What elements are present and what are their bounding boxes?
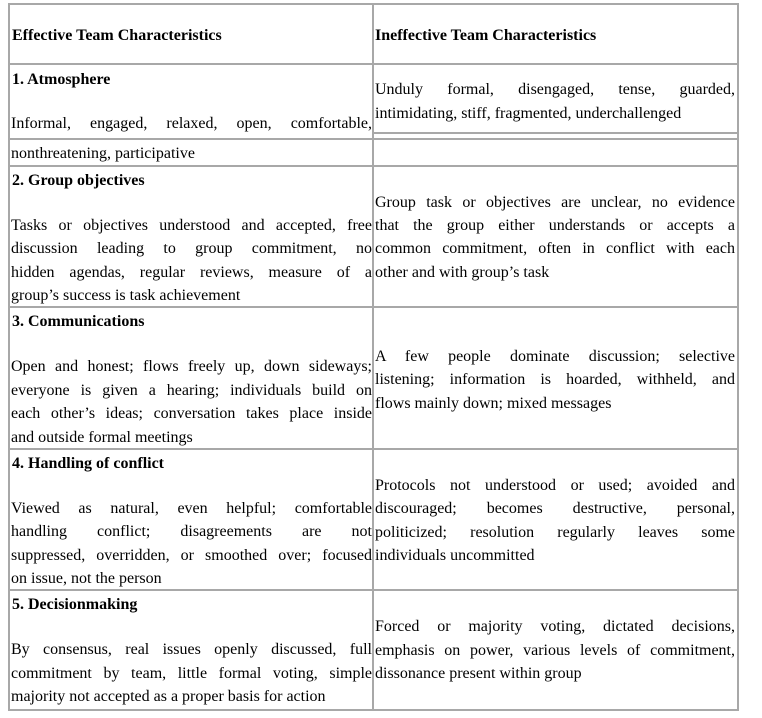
effective-text-line: and outside formal meetings (11, 429, 193, 446)
row-title-atmosphere: 1. Atmosphere (12, 71, 111, 88)
row-separator (372, 132, 739, 134)
ineffective-text-line: emphasis on power, various levels of commitment, (375, 642, 735, 659)
effective-text-line: discussion leading to group commitment, no (11, 240, 372, 257)
ineffective-text-line: Unduly formal, disengaged, tense, guarded, (375, 81, 735, 98)
effective-text-line: group’s success is task achievement (11, 287, 241, 304)
ineffective-text-line: intimidating, stiff, fragmented, underchallenged (375, 105, 682, 122)
effective-text-line: on issue, not the person (11, 570, 162, 587)
effective-text-line: Viewed as natural, even helpful; comfortable (11, 500, 372, 517)
effective-text-line: Tasks or objectives understood and accepted, free (11, 217, 372, 234)
effective-text-line: each other’s ideas; conversation takes place inside (11, 405, 372, 422)
ineffective-text-line: Protocols not understood or used; avoided and (375, 477, 735, 494)
effective-text-line: By consensus, real issues openly discussed, full (11, 641, 372, 658)
effective-text-line: Informal, engaged, relaxed, open, comfortable, (11, 115, 372, 132)
ineffective-text-line: other and with group’s task (375, 264, 550, 281)
effective-text-line: commitment by team, little formal voting, simple (11, 665, 372, 682)
ineffective-text-line: listening; information is hoarded, withheld, and (375, 371, 735, 388)
ineffective-text-line: Forced or majority voting, dictated decisions, (375, 618, 735, 635)
row-separator (8, 138, 739, 140)
effective-text-line: hidden agendas, regular reviews, measure of a (11, 264, 372, 281)
ineffective-text-line: individuals uncommitted (375, 547, 535, 564)
ineffective-text-line: politicized; resolution regularly leaves some (375, 524, 735, 541)
row-title-group-objectives: 2. Group objectives (12, 172, 145, 189)
column-divider (372, 3, 374, 711)
row-separator (8, 63, 739, 65)
ineffective-text-line: common commitment, often in conflict with each (375, 240, 735, 257)
effective-text-line: handling conflict; disagreements are not (11, 523, 372, 540)
ineffective-text-line: dissonance present within group (375, 665, 582, 682)
ineffective-text-line: A few people dominate discussion; selective (375, 348, 735, 365)
row-title-decisionmaking: 5. Decisionmaking (12, 596, 138, 613)
effective-text-line: nonthreatening, participative (11, 145, 195, 162)
ineffective-text-line: that the group either understands or accepts a (375, 217, 735, 234)
table-border-right (737, 3, 739, 711)
row-title-handling-of-conflict: 4. Handling of conflict (12, 455, 165, 472)
ineffective-text-line: discouraged; becomes destructive, personal, (375, 500, 735, 517)
effective-text-line: Open and honest; flows freely up, down sideways; (11, 358, 372, 375)
header-ineffective: Ineffective Team Characteristics (375, 27, 597, 44)
header-effective: Effective Team Characteristics (12, 27, 222, 44)
ineffective-text-line: Group task or objectives are unclear, no evidence (375, 194, 735, 211)
ineffective-text-line: flows mainly down; mixed messages (375, 395, 612, 412)
characteristics-table (8, 3, 739, 713)
row-title-communications: 3. Communications (12, 313, 145, 330)
effective-text-line: everyone is given a hearing; individuals build on (11, 382, 372, 399)
effective-text-line: majority not accepted as a proper basis for action (11, 688, 326, 705)
table-border-left (8, 3, 10, 711)
effective-text-line: suppressed, overridden, or smoothed over; focused (11, 547, 372, 564)
